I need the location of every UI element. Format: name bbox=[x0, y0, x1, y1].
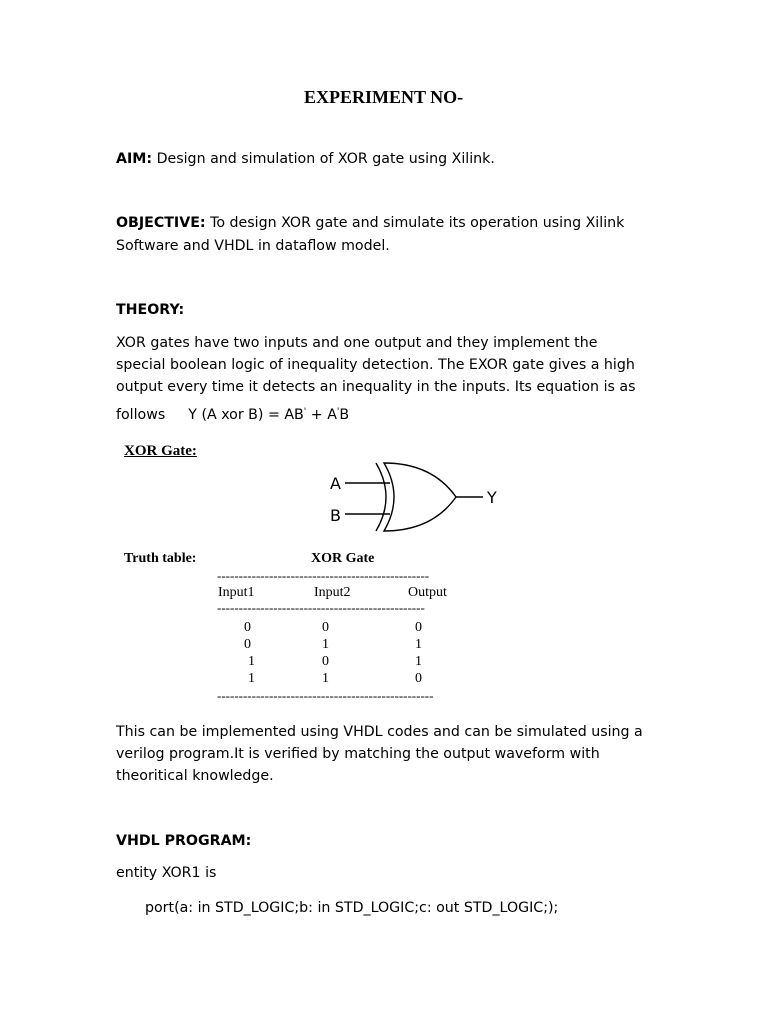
col-header-output: Output bbox=[408, 585, 447, 600]
implementation-line-1: This can be implemented using VHDL codes and can be simulated using a bbox=[116, 724, 643, 740]
theory-line-1: XOR gates have two inputs and one output and they implement the bbox=[116, 335, 598, 351]
cell-r2-c2: 1 bbox=[322, 637, 329, 652]
xor-gate-heading: XOR Gate: bbox=[124, 443, 197, 459]
aim-label: AIM: bbox=[116, 151, 153, 167]
col-header-input1: Input1 bbox=[218, 585, 255, 600]
equation-part-1: Y (A xor B) = AB bbox=[188, 407, 304, 423]
equation-prefix: follows bbox=[116, 407, 166, 423]
cell-r3-c1: 1 bbox=[248, 654, 255, 669]
implementation-line-2: verilog program.It is verified by matching the output waveform with bbox=[116, 746, 600, 762]
cell-r3-c2: 0 bbox=[322, 654, 329, 669]
table-rule-top: ------------------------------------------------- bbox=[217, 568, 430, 583]
objective-line-1 bbox=[116, 212, 624, 234]
input-b-label: B bbox=[330, 506, 341, 525]
cell-r4-c3: 0 bbox=[415, 671, 422, 686]
col-header-input2: Input2 bbox=[314, 585, 351, 600]
input-a-label: A bbox=[330, 474, 341, 493]
xor-gate-body bbox=[384, 463, 456, 531]
equation-part-3: B bbox=[339, 407, 350, 423]
page-title: EXPERIMENT NO- bbox=[304, 87, 464, 107]
truth-table-label: Truth table: bbox=[124, 551, 197, 566]
cell-r1-c3: 0 bbox=[415, 620, 422, 635]
truth-table-title: XOR Gate bbox=[311, 551, 375, 566]
cell-r4-c1: 1 bbox=[248, 671, 255, 686]
aim-section bbox=[116, 148, 495, 170]
vhdl-heading: VHDL PROGRAM: bbox=[116, 833, 252, 849]
cell-r1-c1: 0 bbox=[244, 620, 251, 635]
xor-gate-symbol bbox=[320, 455, 510, 540]
implementation-line-3: theoritical knowledge. bbox=[116, 768, 274, 784]
vhdl-code-line-1: entity XOR1 is bbox=[116, 865, 217, 881]
objective-text: To design XOR gate and simulate its operation using Xilink bbox=[205, 215, 625, 231]
cell-r2-c1: 0 bbox=[244, 637, 251, 652]
cell-r4-c2: 1 bbox=[322, 671, 329, 686]
table-rule-bottom: -------------------------------------------------- bbox=[217, 688, 434, 703]
table-rule-mid: ------------------------------------------------ bbox=[217, 600, 425, 615]
equation-prime-2: ' bbox=[336, 407, 340, 417]
cell-r1-c2: 0 bbox=[322, 620, 329, 635]
objective-label: OBJECTIVE: bbox=[116, 215, 206, 231]
theory-line-3: output every time it detects an inequality in the inputs. Its equation is as bbox=[116, 379, 636, 395]
theory-line-2: special boolean logic of inequality detection. The EXOR gate gives a high bbox=[116, 357, 635, 373]
equation-part-2: + A bbox=[306, 407, 337, 423]
objective-line-2: Software and VHDL in dataflow model. bbox=[116, 238, 390, 254]
aim-text: Design and simulation of XOR gate using Xilink. bbox=[152, 151, 495, 167]
xor-input-curve bbox=[376, 463, 386, 531]
equation-prime-1: ' bbox=[303, 407, 307, 417]
vhdl-code-line-2: port(a: in STD_LOGIC;b: in STD_LOGIC;c: out STD_LOGIC;); bbox=[145, 900, 559, 916]
output-y-label: Y bbox=[487, 488, 497, 507]
theory-equation bbox=[116, 404, 349, 426]
cell-r2-c3: 1 bbox=[415, 637, 422, 652]
theory-heading: THEORY: bbox=[116, 302, 185, 318]
cell-r3-c3: 1 bbox=[415, 654, 422, 669]
